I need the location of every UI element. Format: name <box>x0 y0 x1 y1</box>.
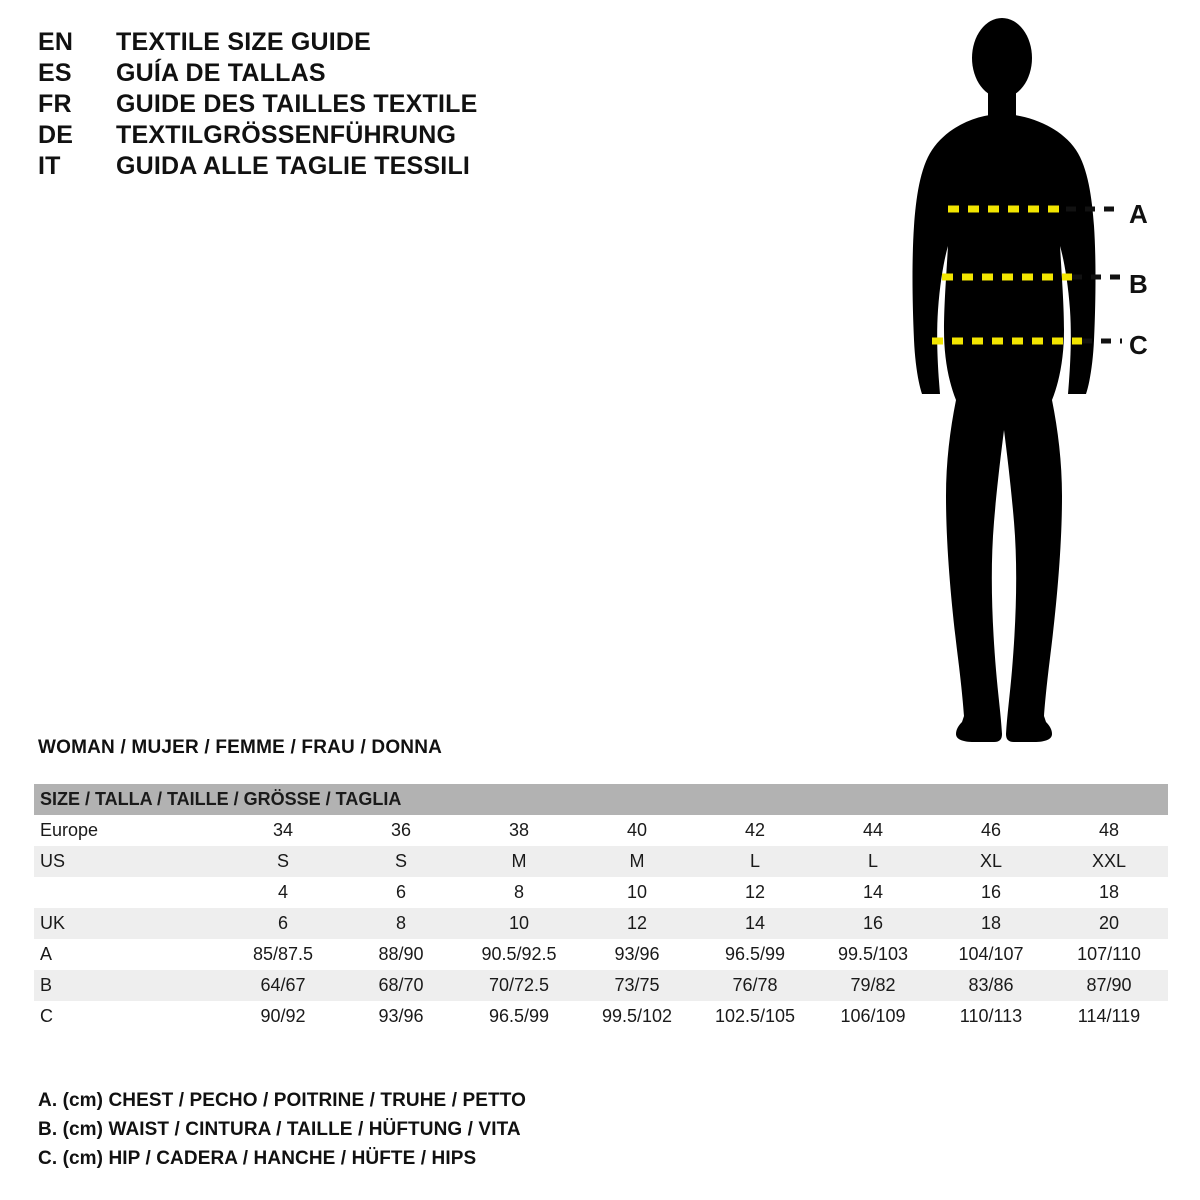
silhouette-svg <box>870 10 1190 750</box>
cell-c-2: 96.5/99 <box>460 1001 578 1032</box>
cell-c-4: 102.5/105 <box>696 1001 814 1032</box>
measure-label-a: A <box>1129 199 1148 229</box>
cell-uk-0: 6 <box>224 908 342 939</box>
language-code-fr: FR <box>38 90 72 118</box>
size-table <box>34 784 1168 1032</box>
cell-us-0: S <box>224 846 342 877</box>
cell-usnum-6: 16 <box>932 877 1050 908</box>
row-label-us: US <box>34 846 224 877</box>
language-code-it: IT <box>38 152 61 180</box>
language-title-block <box>38 28 658 183</box>
cell-usnum-3: 10 <box>578 877 696 908</box>
language-row-es <box>38 59 658 90</box>
cell-us-6: XL <box>932 846 1050 877</box>
row-label-europe: Europe <box>34 815 224 846</box>
cell-uk-4: 14 <box>696 908 814 939</box>
cell-c-5: 106/109 <box>814 1001 932 1032</box>
table-row-us-numeric <box>34 877 1168 908</box>
language-row-de <box>38 121 658 152</box>
cell-a-5: 99.5/103 <box>814 939 932 970</box>
row-label-c: C <box>34 1001 224 1032</box>
language-code-es: ES <box>38 59 72 87</box>
section-title-woman: WOMAN / MUJER / FEMME / FRAU / DONNA <box>38 737 443 758</box>
language-title-it: GUIDA ALLE TAGLIE TESSILI <box>116 152 471 180</box>
cell-b-3: 73/75 <box>578 970 696 1001</box>
footnote-a: A. (cm) CHEST / PECHO / POITRINE / TRUHE / PETTO <box>38 1090 526 1111</box>
cell-europe-7: 48 <box>1050 815 1168 846</box>
cell-uk-6: 18 <box>932 908 1050 939</box>
cell-europe-1: 36 <box>342 815 460 846</box>
table-header-row <box>34 784 1168 815</box>
cell-b-1: 68/70 <box>342 970 460 1001</box>
language-code-en: EN <box>38 28 74 56</box>
cell-c-0: 90/92 <box>224 1001 342 1032</box>
cell-europe-5: 44 <box>814 815 932 846</box>
language-row-en <box>38 28 658 59</box>
cell-usnum-7: 18 <box>1050 877 1168 908</box>
table-row-europe <box>34 815 1168 846</box>
measure-label-b: B <box>1129 269 1148 299</box>
cell-usnum-5: 14 <box>814 877 932 908</box>
footnotes-block <box>38 1090 838 1177</box>
table-header-label: SIZE / TALLA / TAILLE / GRÖSSE / TAGLIA <box>34 784 1168 815</box>
cell-a-4: 96.5/99 <box>696 939 814 970</box>
row-label-a: A <box>34 939 224 970</box>
table-row-uk <box>34 908 1168 939</box>
cell-a-7: 107/110 <box>1050 939 1168 970</box>
cell-c-3: 99.5/102 <box>578 1001 696 1032</box>
table-row-a <box>34 939 1168 970</box>
cell-uk-3: 12 <box>578 908 696 939</box>
footnote-b: B. (cm) WAIST / CINTURA / TAILLE / HÜFTUNG / VITA <box>38 1119 521 1140</box>
cell-usnum-2: 8 <box>460 877 578 908</box>
measure-label-c: C <box>1129 330 1148 360</box>
cell-us-2: M <box>460 846 578 877</box>
cell-b-7: 87/90 <box>1050 970 1168 1001</box>
cell-c-6: 110/113 <box>932 1001 1050 1032</box>
cell-uk-7: 20 <box>1050 908 1168 939</box>
cell-uk-1: 8 <box>342 908 460 939</box>
cell-us-3: M <box>578 846 696 877</box>
cell-a-3: 93/96 <box>578 939 696 970</box>
cell-a-0: 85/87.5 <box>224 939 342 970</box>
cell-b-6: 83/86 <box>932 970 1050 1001</box>
cell-us-7: XXL <box>1050 846 1168 877</box>
cell-b-0: 64/67 <box>224 970 342 1001</box>
cell-a-6: 104/107 <box>932 939 1050 970</box>
language-title-en: TEXTILE SIZE GUIDE <box>116 28 372 56</box>
footnote-c: C. (cm) HIP / CADERA / HANCHE / HÜFTE / HIPS <box>38 1148 477 1169</box>
cell-us-5: L <box>814 846 932 877</box>
language-title-de: TEXTILGRÖSSENFÜHRUNG <box>116 121 457 149</box>
cell-usnum-0: 4 <box>224 877 342 908</box>
cell-us-1: S <box>342 846 460 877</box>
cell-b-2: 70/72.5 <box>460 970 578 1001</box>
row-label-uk: UK <box>34 908 224 939</box>
language-row-it <box>38 152 658 183</box>
cell-b-5: 79/82 <box>814 970 932 1001</box>
cell-usnum-4: 12 <box>696 877 814 908</box>
cell-usnum-1: 6 <box>342 877 460 908</box>
cell-b-4: 76/78 <box>696 970 814 1001</box>
table-row-b <box>34 970 1168 1001</box>
cell-c-7: 114/119 <box>1050 1001 1168 1032</box>
table-row-us <box>34 846 1168 877</box>
cell-us-4: L <box>696 846 814 877</box>
language-code-de: DE <box>38 121 74 149</box>
cell-europe-6: 46 <box>932 815 1050 846</box>
row-label-b: B <box>34 970 224 1001</box>
language-title-fr: GUIDE DES TAILLES TEXTILE <box>116 90 478 118</box>
cell-uk-5: 16 <box>814 908 932 939</box>
cell-uk-2: 10 <box>460 908 578 939</box>
language-row-fr <box>38 90 658 121</box>
cell-c-1: 93/96 <box>342 1001 460 1032</box>
row-label-us-numeric <box>34 877 224 908</box>
female-silhouette-figure <box>870 10 1190 750</box>
cell-a-2: 90.5/92.5 <box>460 939 578 970</box>
table-row-c <box>34 1001 1168 1032</box>
cell-europe-4: 42 <box>696 815 814 846</box>
cell-europe-3: 40 <box>578 815 696 846</box>
cell-europe-2: 38 <box>460 815 578 846</box>
cell-europe-0: 34 <box>224 815 342 846</box>
cell-a-1: 88/90 <box>342 939 460 970</box>
body-silhouette-shape <box>913 18 1096 742</box>
language-title-es: GUÍA DE TALLAS <box>116 59 326 87</box>
